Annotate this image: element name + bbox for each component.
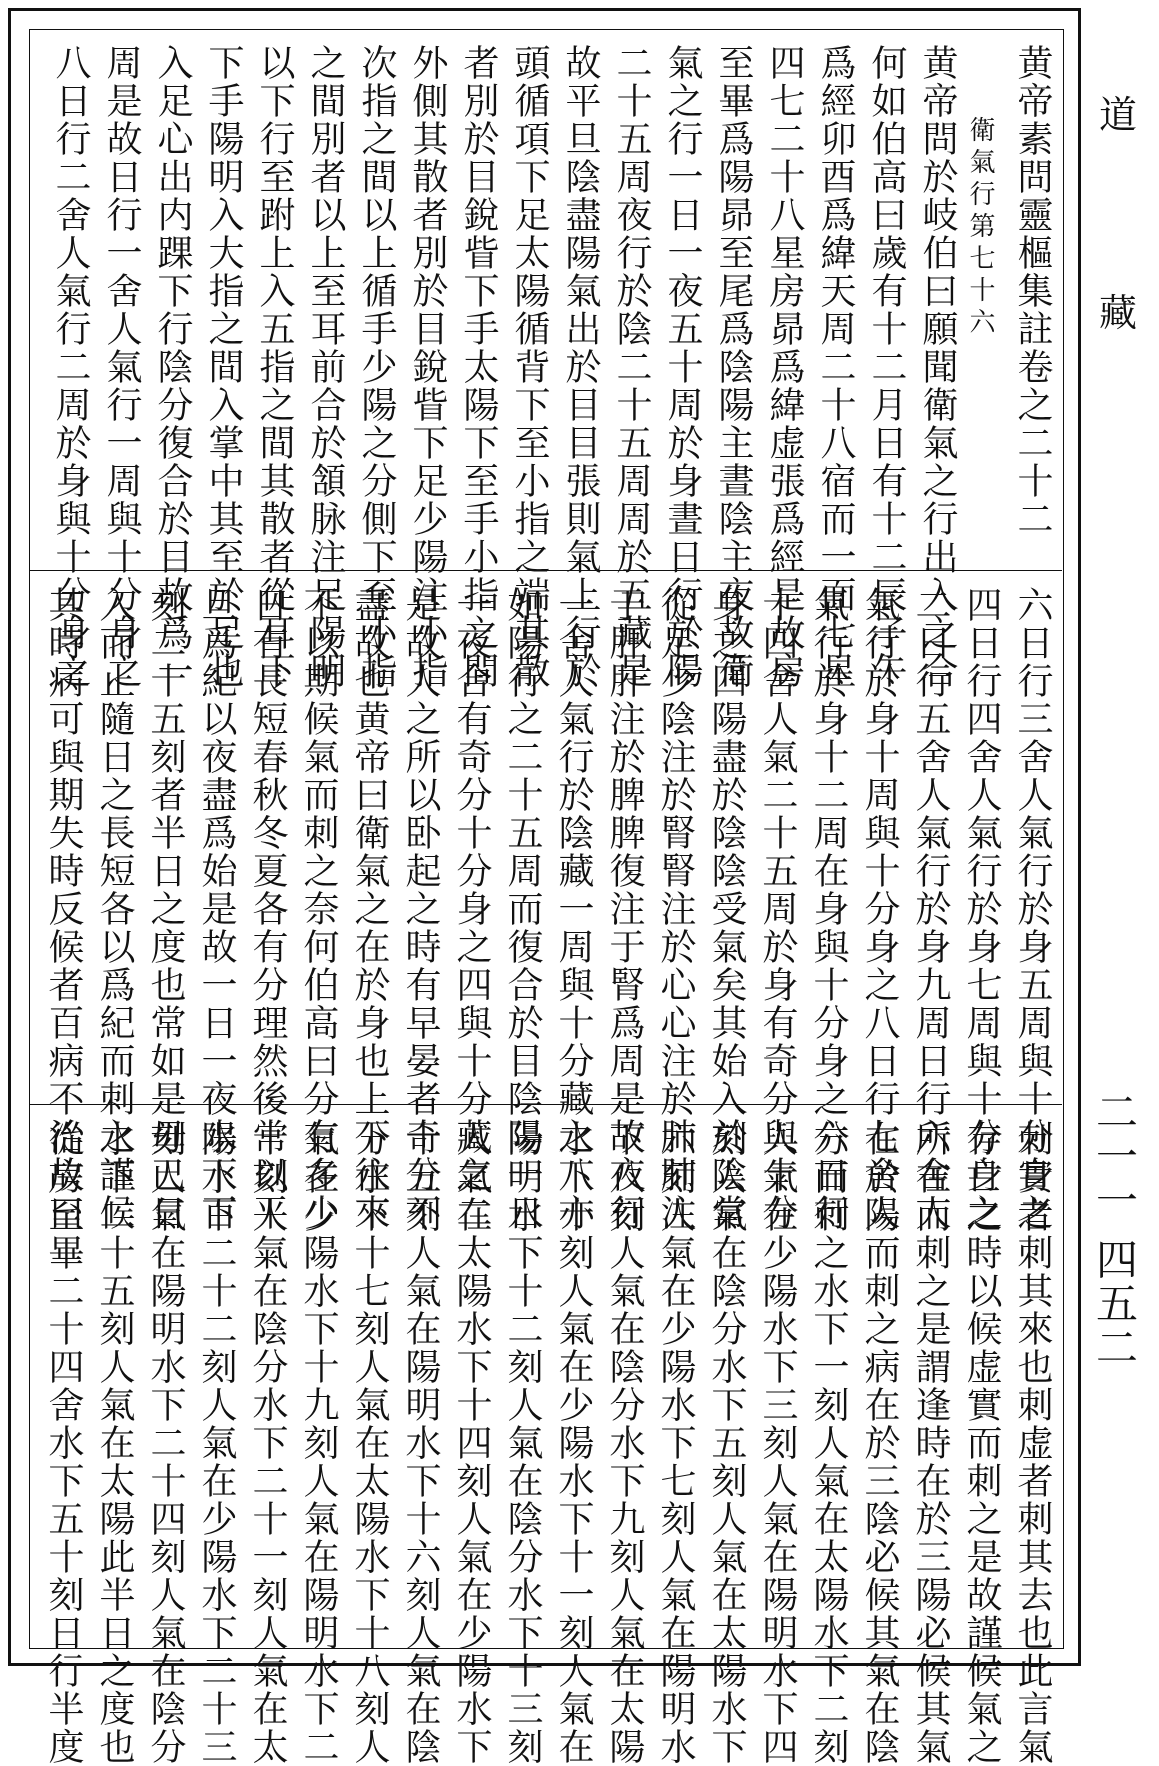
text-block-3: [30, 1106, 1062, 1766]
text-column: 外側其散者別於目銳眥下足少陽注小指: [407, 44, 448, 690]
text-column: 八日行二舍人氣行二周於身與十分身之: [50, 44, 91, 690]
text-column: 刻二十五刻者半日之度也常如是毋已日: [145, 586, 186, 1232]
text-column: 下八刻人氣在陰分水下九刻人氣在太陽: [604, 1120, 645, 1766]
text-column: 從房至畢二十四舍水下五十刻日行半度: [43, 1120, 84, 1766]
text-column: 盡故也黄帝曰衛氣之在於身也上下往來: [349, 586, 390, 1232]
text-column: 刻人氣在陽明水下二十四刻人氣在陰分: [145, 1120, 186, 1766]
text-column: 其時病可與期失時反候者百病不治故曰: [43, 586, 84, 1232]
edge-label-dao: 道: [1098, 93, 1137, 137]
text-column: 如陽行之二十五周而復合於目陰陽一日: [502, 586, 543, 1232]
text-column: 氣行於身十周與十分身之八日行七舍人: [859, 586, 900, 1232]
text-column: 人氣在少陽水下三刻人氣在陽明水下四: [757, 1120, 798, 1766]
text-column: 黄帝問於岐伯曰願聞衛氣之行出入之合: [917, 44, 958, 690]
text-column: 分而刺之水下一刻人氣在太陽水下二刻: [808, 1120, 849, 1766]
text-column: 從足少陰注於腎腎注於心心注於肺肺注: [655, 586, 696, 1232]
text-area: [29, 29, 1064, 1766]
text-column: 爲經卯酉爲緯天周二十八宿而一面七星: [815, 44, 856, 690]
text-column: 是故人之所以卧起之時有早晏者奇分不: [400, 586, 441, 1232]
text-column: 四七二十八星房昴爲緯虚張爲經是故房: [764, 44, 805, 690]
text-column: 刺實者刺其來也刺虚者刺其去也此言氣: [1012, 1120, 1053, 1766]
text-column: 水下二十五刻人氣在太陽此半日之度也: [94, 1120, 135, 1766]
text-column: 四日行四舍人氣行於身七周與十分身之: [961, 586, 1002, 1232]
text-column: 所在而刺之是謂逢時在於三陽必候其氣: [910, 1120, 951, 1766]
text-column: 頭循項下足太陽循背下至小指之端其散: [509, 44, 550, 690]
text-column: 下手陽明入大指之間入掌中其至於足也: [203, 44, 244, 690]
text-column: 一夜合有奇分十分身之四與十分藏之二: [451, 586, 492, 1232]
text-column: 陽水下二十二刻人氣在少陽水下二十三: [196, 1120, 237, 1766]
page-border: [8, 8, 1081, 1766]
text-column: 十五刻人氣在陽明水下十六刻人氣在陰: [400, 1120, 441, 1766]
block-divider: [30, 570, 1062, 571]
edge-label-cang: 藏: [1098, 291, 1137, 335]
text-block-2: [30, 572, 1062, 1232]
text-column: 于肝肝注於脾脾復注于腎爲周是故夜行: [604, 586, 645, 1232]
text-column: 之間別者以上至耳前合於頷脉注足陽明: [305, 44, 346, 690]
text-column: 人氣在太陽水下十四刻人氣在少陽水下: [451, 1120, 492, 1766]
text-column: 入而止隨日之長短各以爲紀而刺之謹候: [94, 586, 135, 1232]
text-column: 二日行五舍人氣行於身九周日行六舍人: [910, 586, 951, 1232]
text-column: 十刻人氣在陰分水下二十一刻人氣在太: [247, 1120, 288, 1766]
text-column: 一舍人氣行於陰藏一周與十分藏之八亦: [553, 586, 594, 1232]
page-number: 二一一 四五二: [1090, 1090, 1139, 1370]
text-column: 何如伯高曰歲有十二月日有十二辰子午: [866, 44, 907, 690]
text-column: 至畢爲陽昴至尾爲陰陽主晝陰主夜故衛: [713, 44, 754, 690]
text-column: 二十五周夜行於陰二十五周周於五藏是: [611, 44, 652, 690]
text-column: 存亡之時以候虚實而刺之是故謹候氣之: [961, 1120, 1002, 1766]
text-column: 刻人氣在陰分水下五刻人氣在太陽水下: [706, 1120, 747, 1766]
text-column: 不以期候氣而刺之奈何伯高曰分有多少: [298, 586, 339, 1232]
text-column: 六日行三舍人氣行於身五周與十分身之: [1012, 586, 1053, 1232]
chapter-heading: 衛氣行第七十六: [965, 116, 995, 340]
text-column: 入足心出内踝下行陰分復合於目故爲一: [152, 44, 193, 690]
text-column: 陽明水下十二刻人氣在陰分水下十三刻: [502, 1120, 543, 1766]
text-column: 次指之間以上循手少陽之分側下至小指: [356, 44, 397, 690]
text-column: 黄帝素問靈樞集註卷之二十二: [1012, 44, 1053, 538]
text-column: 六刻人氣在少陽水下七刻人氣在陽明水: [655, 1120, 696, 1766]
text-column: 分水下十七刻人氣在太陽水下十八刻人: [349, 1120, 390, 1766]
text-column: 者別於目銳眥下手太陽下至手小指之間: [458, 44, 499, 690]
text-column: 氣行於身十二周在身與十分身之六日行: [808, 586, 849, 1232]
text-block-1: [30, 30, 1062, 690]
text-column: 水下十刻人氣在少陽水下十一刻人氣在: [553, 1120, 594, 1766]
text-column: 在於陽而刺之病在於三陰必候其氣在陰: [859, 1120, 900, 1766]
text-column: 日有長短春秋冬夏各有分理然後常以平: [247, 586, 288, 1232]
block-divider: [30, 1104, 1062, 1105]
text-column: 周是故日行一舍人氣行一周與十分身之: [101, 44, 142, 690]
text-column: 身之四陽盡於陰陰受氣矣其始入於陰常: [706, 586, 747, 1232]
text-column: 氣之行一日一夜五十周於身晝日行於陽: [662, 44, 703, 690]
text-column: 十四舍人氣二十五周於身有奇分與十分: [757, 586, 798, 1232]
text-column: 故平旦陰盡陽氣出於目目張則氣上行於: [560, 44, 601, 690]
text-column: 以下行至跗上入五指之間其散者從耳下: [254, 44, 295, 690]
text-column: 氣在少陽水下十九刻人氣在陽明水下二: [298, 1120, 339, 1766]
text-column: 旦爲紀以夜盡爲始是故一日一夜水下百: [196, 586, 237, 1232]
